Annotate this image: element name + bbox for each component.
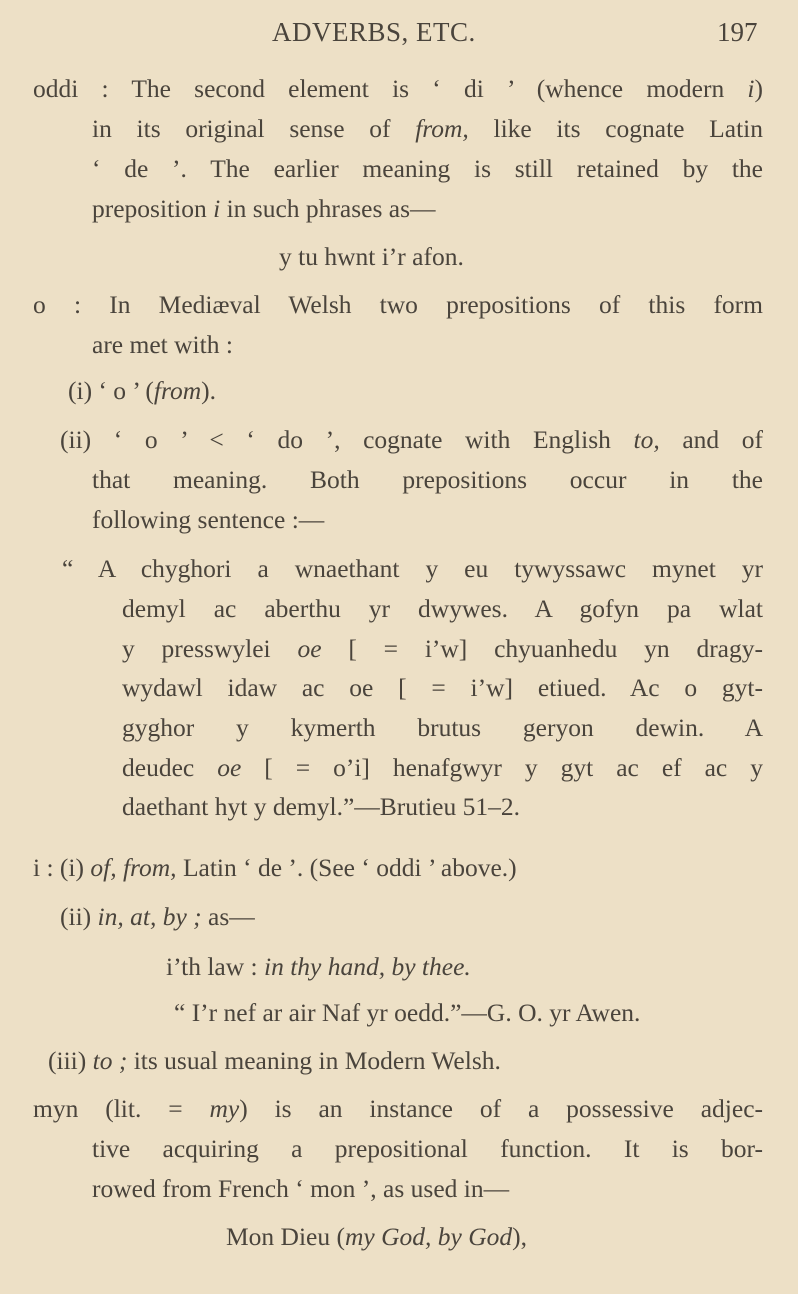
entry-o-line-1: o : In Mediæval Welsh two prepositions of this form bbox=[33, 290, 764, 319]
quotation-line-6: deudec oe [ = o’i] henafgwyr y gyt ac ef ac y bbox=[122, 753, 763, 782]
quotation-line-3: y presswylei oe [ = i’w] chyuanhedu yn dragy- bbox=[122, 634, 763, 663]
entry-myn-line-3: rowed from French ‘ mon ’, as used in— bbox=[92, 1174, 510, 1203]
entry-oddi-line-4: preposition i in such phrases as— bbox=[92, 194, 436, 223]
quotation-line-7: daethant hyt y demyl.”—Brutieu 51–2. bbox=[122, 792, 521, 821]
o-sense-i: (i) ‘ o ’ (from). bbox=[68, 376, 217, 405]
o-sense-ii-line-1: (ii) ‘ o ’ < ‘ do ’, cognate with English to, and of bbox=[60, 425, 763, 454]
example-oddi: y tu hwnt i’r afon. bbox=[279, 242, 464, 271]
quotation-line-5: gyghor y kymerth brutus geryon dewin. A bbox=[122, 713, 763, 742]
o-sense-ii-line-3: following sentence :— bbox=[92, 505, 325, 534]
headword-oddi: oddi : bbox=[33, 74, 109, 103]
entry-oddi-line-3: ‘ de ’. The earlier meaning is still retained by the bbox=[92, 154, 763, 183]
headword-i: i : bbox=[33, 853, 54, 882]
o-sense-ii-line-2: that meaning. Both prepositions occur in the bbox=[92, 465, 763, 494]
i-example-2: “ I’r nef ar air Naf yr oedd.”—G. O. yr Awen. bbox=[174, 998, 641, 1027]
entry-myn-line-1: myn (lit. = my) is an instance of a possessive adjec- bbox=[33, 1094, 763, 1123]
quotation-line-1: “ A chyghori a wnaethant y eu tywyssawc mynet yr bbox=[62, 554, 763, 583]
i-example-1: i’th law : in thy hand, by thee. bbox=[166, 952, 471, 981]
entry-i-line-1: i : (i) of, from, Latin ‘ de ’. (See ‘ oddi ’ above.) bbox=[33, 853, 517, 882]
entry-myn-line-2: tive acquiring a prepositional function. It is bor- bbox=[92, 1134, 763, 1163]
example-myn: Mon Dieu (my God, by God), bbox=[226, 1222, 527, 1251]
i-sense-iii: (iii) to ; its usual meaning in Modern Welsh. bbox=[48, 1046, 501, 1075]
quotation-line-4: wydawl idaw ac oe [ = i’w] etiued. Ac o gyt- bbox=[122, 673, 763, 702]
i-sense-ii: (ii) in, at, by ; as— bbox=[60, 902, 255, 931]
page-number: 197 bbox=[717, 17, 758, 47]
entry-oddi-line-2: in its original sense of from, like its cognate Latin bbox=[92, 114, 764, 143]
quotation-line-2: demyl ac aberthu yr dwywes. A gofyn pa wlat bbox=[122, 594, 763, 623]
running-header-title: ADVERBS, ETC. bbox=[272, 17, 476, 47]
headword-o: o : bbox=[33, 290, 82, 319]
entry-oddi-line-1: oddi : The second element is ‘ di ’ (whence modern i) bbox=[33, 74, 763, 103]
entry-o-line-2: are met with : bbox=[92, 330, 233, 359]
